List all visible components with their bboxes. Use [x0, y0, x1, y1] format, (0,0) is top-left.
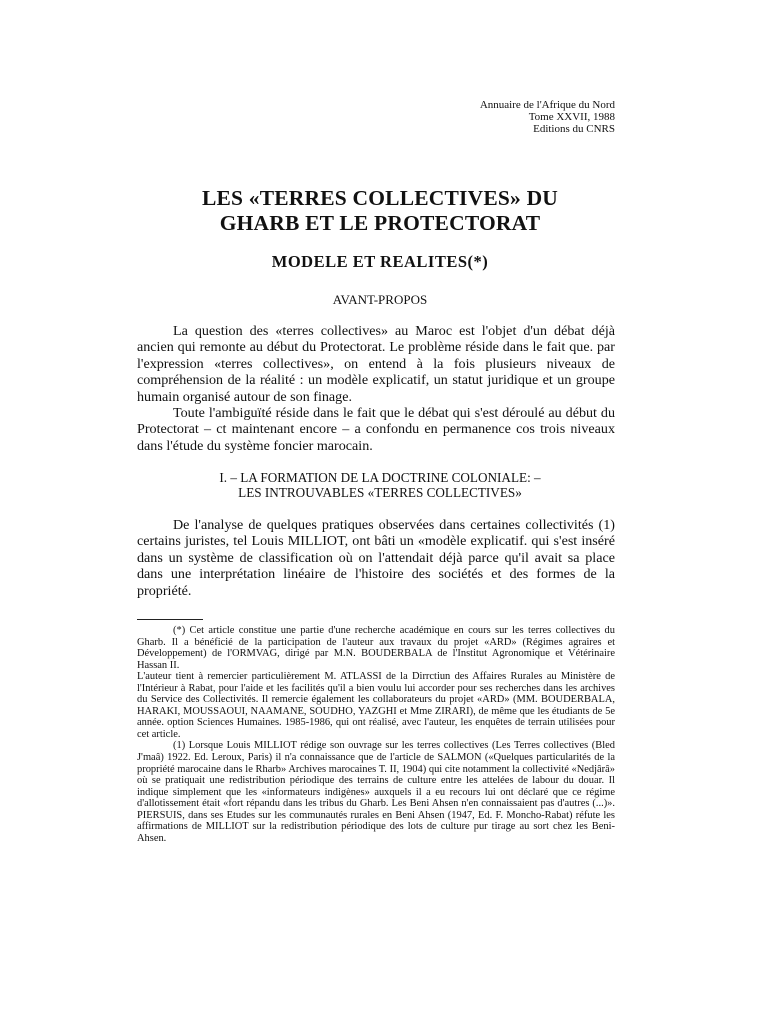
section-heading: [160, 470, 600, 500]
title-line-1: LES «TERRES COLLECTIVES» DU: [201, 186, 559, 210]
header-volume: Tome XXVII, 1988: [528, 111, 615, 123]
article-title: [160, 186, 600, 236]
foreword-heading: AVANT-PROPOS: [332, 292, 428, 307]
section-paragraph-1: De l'analyse de quelques pratiques observées dans certaines collectivités (1) certains juristes, tel Louis MILLIOT, ont bâti un «modèle explicatif. qui s'est inséré dans un système de classification où on l'attendait déjà parce qu'il avait sa place dans une interprétation linéaire de l'histoire des sociétés et des formes de la propriété.: [137, 517, 615, 599]
foreword-text: [137, 323, 615, 454]
section-text: [137, 517, 615, 599]
journal-header: [480, 99, 615, 135]
header-publisher: Editions du CNRS: [533, 123, 615, 135]
header-journal-name: Annuaire de l'Afrique du Nord: [479, 99, 615, 111]
footnote-star-paragraph-2: L'auteur tient à remercier particulièrement M. ATLASSI de la Dirrctiun des Affaires Rurales au Ministère de l'Intérieur à Rabat, pour l'aide et les facilités qu'il a bien voulu lui accorder pour ses recherches dans les archives du Service des Collectivités. Il remercie également les collaborateurs du projet «ARD» (MM. BOUDERBALA, HARAKI, MOUSSAOUI, NAAMANE, SOUDHO, YAZGHI et Mme ZIRARI), de même que les étudiants de 5e année. option Sciences Humaines. 1985-1986, qui ont réalisé, avec l'auteur, les enquêtes de terrain utilisées pour cet article.: [137, 671, 615, 740]
footnote-star-paragraph-1: (*) Cet article constitue une partie d'une recherche académique en cours sur les terres collectives du Gharb. Il a bénéficié de la participation de l'auteur aux travaux du projet «ARD» (Régimes agraires et Développement) de l'ORMVAG, dirigé par M.N. BOUDERBALA de l'Institut Agronomique et Vétérinaire Hassan II.: [137, 625, 615, 671]
title-line-2: GHARB ET LE PROTECTORAT: [219, 211, 541, 235]
footnotes: [137, 625, 615, 844]
foreword-paragraph-1: La question des «terres collectives» au Maroc est l'objet d'un débat déjà ancien qui remonte au début du Protectorat. Le problème réside dans le fait que. par l'expression «terres collectives», on entend à la fois plusieurs niveaux de compréhension de la réalité : un modèle explicatif, un statut juridique et un groupe humain organisé autour de son finage.: [137, 323, 615, 405]
section-heading-line-2: LES INTROUVABLES «TERRES COLLECTIVES»: [238, 485, 522, 500]
foreword-paragraph-2: Toute l'ambiguïté réside dans le fait que le débat qui s'est déroulé au début du Protectorat – ct maintenant encore – a confondu en permanence cos trois niveaux dans l'étude du système foncier marocain.: [137, 405, 615, 454]
section-heading-line-1: I. – LA FORMATION DE LA DOCTRINE COLONIALE: –: [219, 470, 541, 485]
footnote-separator: [137, 619, 203, 620]
footnote-1: (1) Lorsque Louis MILLIOT rédige son ouvrage sur les terres collectives (Les Terres collectives (Bled J'maâ) 1922. Ed. Leroux, Paris) il n'a connaissance que de l'article de SALMON («Quelques particularités de la propriété marocaine dans le Rharb» Archives marocaines T. II, 1904) qui cite notamment la collectivité «Nedjârâ» où se pratiquait une redistribution périodique des terrains de culture entre les attelées de labour du douar. Il indique simplement que les «informateurs indigènes» auxquels il a eu recours lui ont déclaré que ce régime d'allotissement était «fort répandu dans les tribus du Gharb. Les Beni Ahsen n'en connaissaient pas d'autres (...)». PIERSUIS, dans ses Etudes sur les communautés rurales en Beni Ahsen (1947, Ed. F. Moncho-Rabat) réfute les affirmations de MILLIOT sur la redistribution périodique des lots de culture pur tirage au sort chez les Beni-Ahsen.: [137, 740, 615, 844]
article-subtitle: MODELE ET REALITES(*): [271, 252, 489, 271]
